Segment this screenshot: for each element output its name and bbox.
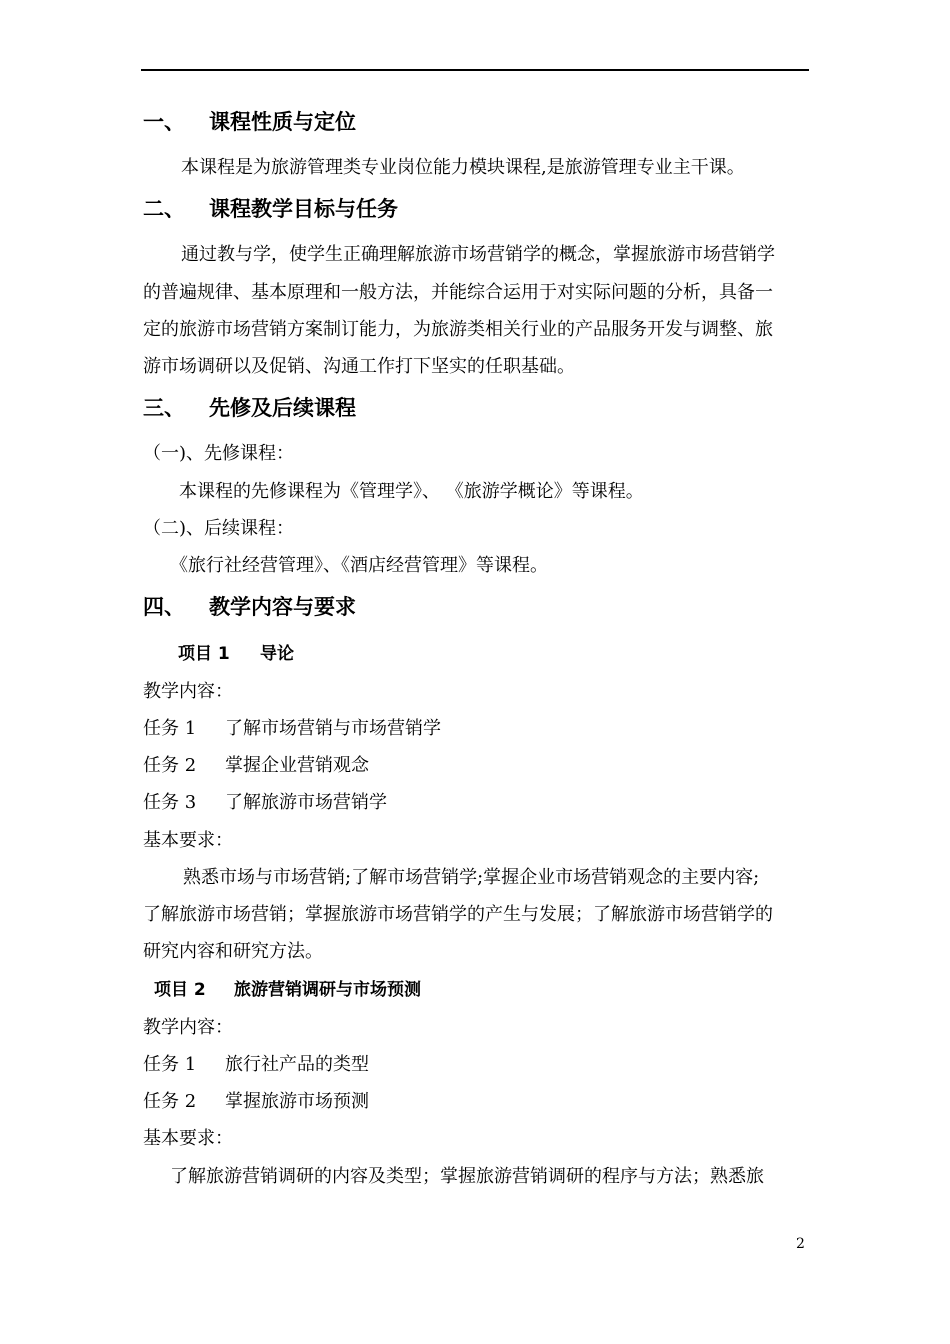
task-number: 任务 2 <box>143 755 197 776</box>
paragraph-line: 本课程的先修课程为《管理学》、 《旅游学概论》等课程。 <box>179 481 644 502</box>
task-number: 任务 1 <box>143 718 197 739</box>
section-number: 四、 <box>143 595 185 619</box>
page-number: 2 <box>796 1236 805 1252</box>
task-text: 掌握企业营销观念 <box>225 755 369 776</box>
subsection-heading: （二)、后续课程： <box>143 518 295 539</box>
task-text: 了解市场营销与市场营销学 <box>225 718 441 739</box>
paragraph-line: 了解旅游市场营销；掌握旅游市场营销学的产生与发展；了解旅游市场营销学的 <box>143 904 773 925</box>
content-label: 教学内容： <box>143 1017 233 1038</box>
task-text: 旅行社产品的类型 <box>225 1054 369 1075</box>
paragraph-line: 定的旅游市场营销方案制订能力，为旅游类相关行业的产品服务开发与调整、旅 <box>143 319 773 340</box>
paragraph-line: 通过教与学，使学生正确理解旅游市场营销学的概念，掌握旅游市场营销学 <box>181 244 775 265</box>
requirement-label: 基本要求： <box>143 1128 233 1149</box>
task-item <box>143 791 387 815</box>
paragraph-line: 的普遍规律、基本原理和一般方法，并能综合运用于对实际问题的分析，具备一 <box>143 282 773 303</box>
content-label: 教学内容： <box>143 681 233 702</box>
section-heading-3 <box>143 395 356 421</box>
section-title: 教学内容与要求 <box>209 595 356 619</box>
section-number: 二、 <box>143 197 185 221</box>
paragraph-line: 游市场调研以及促销、沟通工作打下坚实的任职基础。 <box>143 356 575 377</box>
subsection-heading: （一)、先修课程： <box>143 443 295 464</box>
project-number: 项目 1 <box>178 644 230 664</box>
project-number: 项目 2 <box>154 980 206 1000</box>
paragraph-line: 《旅行社经营管理》、《酒店经营管理》等课程。 <box>170 555 548 576</box>
task-number: 任务 1 <box>143 1054 197 1075</box>
section-number: 三、 <box>143 396 185 420</box>
section-heading-2 <box>143 196 398 222</box>
paragraph-line: 本课程是为旅游管理类专业岗位能力模块课程,是旅游管理专业主干课。 <box>181 157 745 178</box>
task-item <box>143 1053 369 1077</box>
section-title: 先修及后续课程 <box>209 396 356 420</box>
section-heading-4 <box>143 594 356 620</box>
section-title: 课程教学目标与任务 <box>209 197 398 221</box>
task-text: 掌握旅游市场预测 <box>225 1091 369 1112</box>
paragraph-line: 研究内容和研究方法。 <box>143 941 323 962</box>
project-heading-1 <box>178 642 294 666</box>
section-title: 课程性质与定位 <box>209 110 356 134</box>
task-item <box>143 717 441 741</box>
project-title: 导论 <box>260 644 294 664</box>
task-number: 任务 3 <box>143 792 197 813</box>
header-rule <box>141 69 809 71</box>
section-heading-1 <box>143 109 356 135</box>
task-number: 任务 2 <box>143 1091 197 1112</box>
requirement-label: 基本要求： <box>143 830 233 851</box>
task-item <box>143 754 369 778</box>
project-title: 旅游营销调研与市场预测 <box>234 980 421 1000</box>
paragraph-line: 熟悉市场与市场营销;了解市场营销学;掌握企业市场营销观念的主要内容; <box>183 867 760 888</box>
task-item <box>143 1090 369 1114</box>
section-number: 一、 <box>143 110 185 134</box>
paragraph-line: 了解旅游营销调研的内容及类型；掌握旅游营销调研的程序与方法；熟悉旅 <box>170 1166 764 1187</box>
task-text: 了解旅游市场营销学 <box>225 792 387 813</box>
project-heading-2 <box>154 978 421 1002</box>
